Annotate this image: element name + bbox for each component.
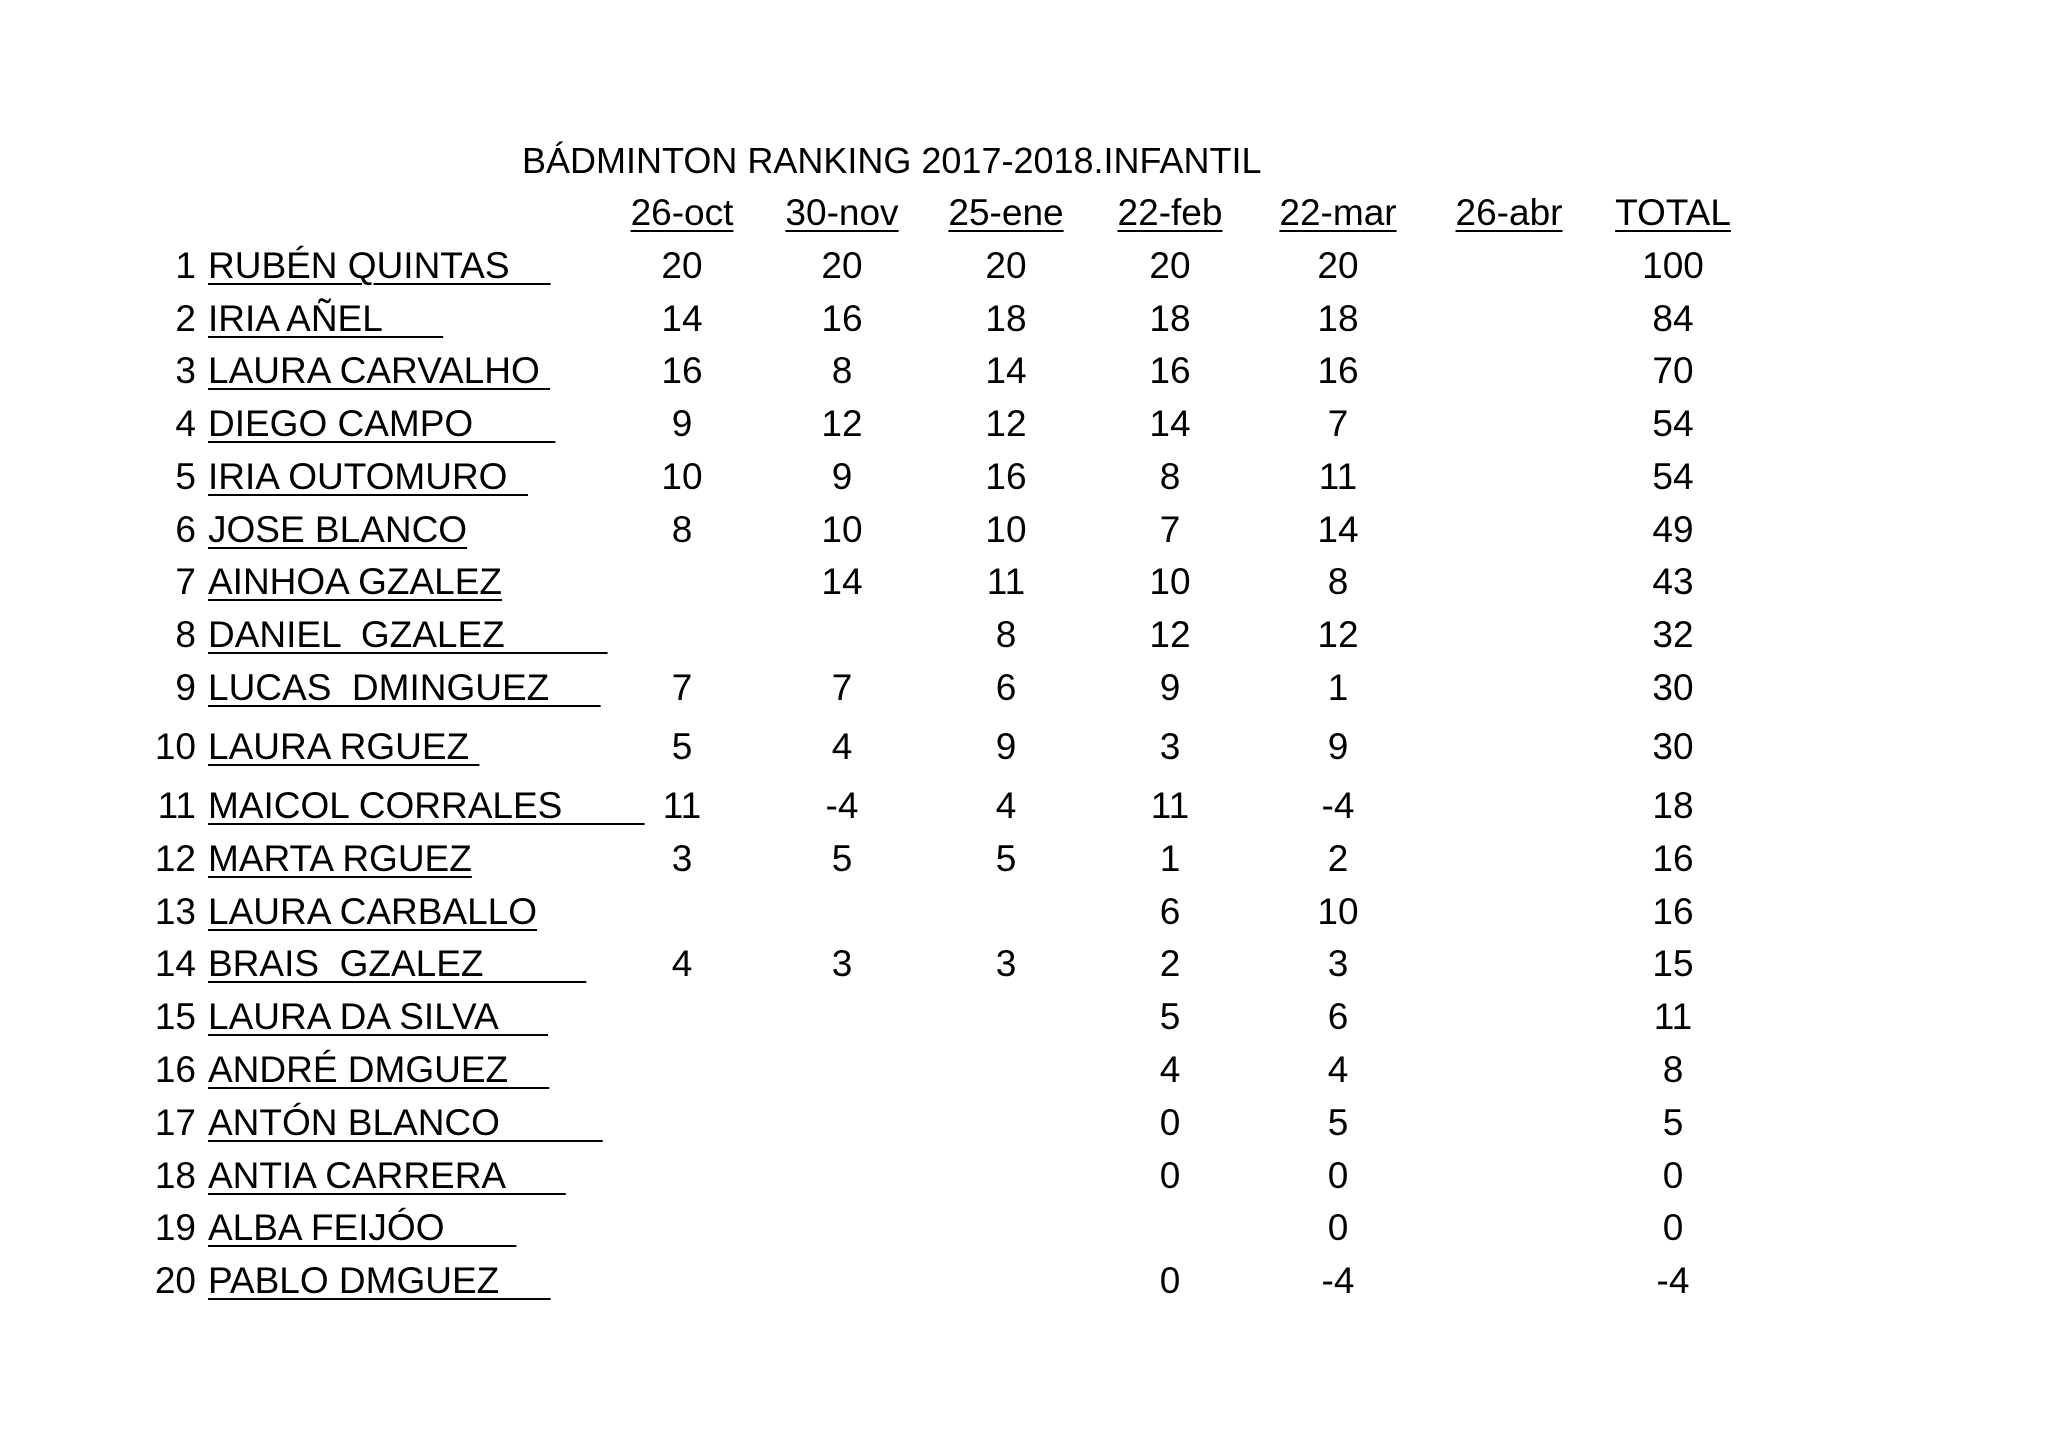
rank-number: 19 [154, 1207, 196, 1248]
ranking-row [0, 833, 2048, 885]
rank-number: 1 [175, 245, 196, 286]
ranking-row [0, 609, 2048, 661]
round-score: 12 [821, 403, 863, 444]
total-score: 0 [1662, 1155, 1684, 1196]
round-score: 6 [1159, 891, 1181, 932]
rank-number: 11 [157, 785, 196, 826]
ranking-row [0, 504, 2048, 556]
round-score: 2 [1159, 943, 1181, 984]
round-score: 0 [1327, 1155, 1349, 1196]
round-score: 9 [831, 456, 853, 497]
player-name: LAURA CARVALHO [208, 350, 551, 391]
ranking-row [0, 721, 2048, 773]
ranking-row [0, 240, 2048, 292]
player-name: LAURA RGUEZ [208, 726, 480, 767]
round-score: 7 [1327, 403, 1349, 444]
round-score: 3 [1159, 726, 1181, 767]
round-score: 20 [1317, 245, 1359, 286]
round-score: 14 [985, 350, 1027, 391]
rank-number: 7 [175, 561, 196, 602]
player-name: BRAIS GZALEZ [208, 943, 587, 984]
round-score: 10 [661, 456, 703, 497]
round-score: 20 [661, 245, 703, 286]
total-score: 43 [1652, 561, 1694, 602]
player-name: AINHOA GZALEZ [208, 561, 503, 602]
round-score: 18 [1317, 298, 1359, 339]
player-name: MARTA RGUEZ [208, 838, 472, 879]
rank-number: 15 [154, 996, 196, 1037]
round-score: 8 [1327, 561, 1349, 602]
player-name: DANIEL GZALEZ [208, 614, 608, 655]
rank-number: 5 [175, 456, 196, 497]
round-score: 8 [671, 509, 693, 550]
ranking-row [0, 991, 2048, 1043]
player-name: MAICOL CORRALES [208, 785, 645, 826]
player-name: ANTIA CARRERA [208, 1155, 566, 1196]
column-header-22-mar: 22-mar [1279, 192, 1397, 233]
total-score: 0 [1662, 1207, 1684, 1248]
round-score: 11 [1318, 456, 1358, 497]
total-score: 54 [1652, 403, 1694, 444]
player-name: LAURA CARBALLO [208, 891, 538, 932]
round-score: -4 [1321, 1260, 1355, 1301]
total-score: -4 [1656, 1260, 1690, 1301]
round-score: 16 [661, 350, 703, 391]
total-score: 16 [1652, 838, 1694, 879]
column-header-25-ene: 25-ene [948, 192, 1064, 233]
round-score: 9 [671, 403, 693, 444]
rank-number: 10 [154, 726, 196, 767]
player-name: LUCAS DMINGUEZ [208, 667, 601, 708]
round-score: 0 [1327, 1207, 1349, 1248]
ranking-row [0, 886, 2048, 938]
rank-number: 6 [175, 509, 196, 550]
round-score: 9 [1159, 667, 1181, 708]
round-score: 12 [1317, 614, 1359, 655]
round-score: 14 [661, 298, 703, 339]
round-score: 4 [995, 785, 1017, 826]
round-score: 3 [671, 838, 693, 879]
round-score: 9 [1327, 726, 1349, 767]
total-score: 32 [1652, 614, 1694, 655]
round-score: 4 [671, 943, 693, 984]
rank-number: 8 [175, 614, 196, 655]
round-score: 12 [985, 403, 1027, 444]
round-score: 4 [1159, 1049, 1181, 1090]
round-score: 16 [821, 298, 863, 339]
rank-number: 12 [154, 838, 196, 879]
player-name: IRIA AÑEL [208, 298, 444, 339]
total-score: 54 [1652, 456, 1694, 497]
round-score: 14 [821, 561, 863, 602]
ranking-row [0, 556, 2048, 608]
player-name: DIEGO CAMPO [208, 403, 556, 444]
player-name: LAURA DA SILVA [208, 996, 549, 1037]
round-score: -4 [825, 785, 859, 826]
round-score: 1 [1327, 667, 1349, 708]
column-header-26-abr: 26-abr [1455, 192, 1563, 233]
ranking-row [0, 938, 2048, 990]
round-score: 14 [1317, 509, 1359, 550]
rank-number: 2 [175, 298, 196, 339]
column-header-30-nov: 30-nov [785, 192, 899, 233]
total-score: 100 [1642, 245, 1704, 286]
round-score: 1 [1159, 838, 1181, 879]
ranking-row [0, 1202, 2048, 1254]
round-score: 11 [1150, 785, 1190, 826]
round-score: 11 [662, 785, 702, 826]
round-score: 14 [1149, 403, 1191, 444]
total-score: 18 [1652, 785, 1694, 826]
total-score: 49 [1652, 509, 1694, 550]
round-score: 10 [1317, 891, 1359, 932]
round-score: 7 [1159, 509, 1181, 550]
round-score: 5 [995, 838, 1017, 879]
rank-number: 13 [154, 891, 196, 932]
round-score: 11 [986, 561, 1026, 602]
rank-number: 16 [154, 1049, 196, 1090]
round-score: 10 [985, 509, 1027, 550]
round-score: 5 [671, 726, 693, 767]
round-score: 4 [831, 726, 853, 767]
total-score: 30 [1652, 726, 1694, 767]
ranking-row [0, 1044, 2048, 1096]
ranking-row [0, 1150, 2048, 1202]
ranking-row [0, 451, 2048, 503]
player-name: ANDRÉ DMGUEZ [208, 1049, 550, 1090]
page-title: BÁDMINTON RANKING 2017-2018.INFANTIL [522, 140, 1262, 181]
round-score: -4 [1321, 785, 1355, 826]
total-score: 8 [1662, 1049, 1684, 1090]
round-score: 6 [1327, 996, 1349, 1037]
round-score: 5 [831, 838, 853, 879]
round-score: 18 [985, 298, 1027, 339]
total-score: 16 [1652, 891, 1694, 932]
round-score: 5 [1327, 1102, 1349, 1143]
rank-number: 17 [154, 1102, 196, 1143]
ranking-row [0, 345, 2048, 397]
player-name: PABLO DMGUEZ [208, 1260, 551, 1301]
rank-number: 4 [175, 403, 196, 444]
round-score: 16 [1317, 350, 1359, 391]
column-header-26-oct: 26-oct [630, 192, 734, 233]
round-score: 8 [995, 614, 1017, 655]
total-score: 11 [1653, 996, 1693, 1037]
ranking-row [0, 1255, 2048, 1307]
player-name: RUBÉN QUINTAS [208, 245, 551, 286]
round-score: 7 [831, 667, 853, 708]
round-score: 8 [1159, 456, 1181, 497]
round-score: 20 [1149, 245, 1191, 286]
round-score: 10 [1149, 561, 1191, 602]
round-score: 3 [1327, 943, 1349, 984]
total-score: 5 [1662, 1102, 1684, 1143]
total-score: 70 [1652, 350, 1694, 391]
rank-number: 18 [154, 1155, 196, 1196]
round-score: 7 [671, 667, 693, 708]
round-score: 6 [995, 667, 1017, 708]
rank-number: 20 [154, 1260, 196, 1301]
total-score: 84 [1652, 298, 1694, 339]
ranking-row [0, 780, 2048, 832]
column-header-22-feb: 22-feb [1117, 192, 1223, 233]
player-name: ALBA FEIJÓO [208, 1207, 517, 1248]
round-score: 8 [831, 350, 853, 391]
ranking-row [0, 398, 2048, 450]
player-name: IRIA OUTOMURO [208, 456, 529, 497]
round-score: 2 [1327, 838, 1349, 879]
total-score: 30 [1652, 667, 1694, 708]
ranking-row [0, 662, 2048, 714]
round-score: 0 [1159, 1102, 1181, 1143]
round-score: 3 [995, 943, 1017, 984]
round-score: 0 [1159, 1260, 1181, 1301]
round-score: 20 [821, 245, 863, 286]
player-name: ANTÓN BLANCO [208, 1102, 603, 1143]
round-score: 4 [1327, 1049, 1349, 1090]
column-header-total: TOTAL [1615, 192, 1731, 233]
round-score: 18 [1149, 298, 1191, 339]
round-score: 3 [831, 943, 853, 984]
round-score: 16 [985, 456, 1027, 497]
round-score: 12 [1149, 614, 1191, 655]
rank-number: 9 [175, 667, 196, 708]
round-score: 9 [995, 726, 1017, 767]
total-score: 15 [1652, 943, 1694, 984]
ranking-row [0, 1097, 2048, 1149]
round-score: 0 [1159, 1155, 1181, 1196]
round-score: 20 [985, 245, 1027, 286]
round-score: 10 [821, 509, 863, 550]
round-score: 16 [1149, 350, 1191, 391]
rank-number: 3 [175, 350, 196, 391]
round-score: 5 [1159, 996, 1181, 1037]
ranking-row [0, 293, 2048, 345]
player-name: JOSE BLANCO [208, 509, 468, 550]
rank-number: 14 [154, 943, 196, 984]
